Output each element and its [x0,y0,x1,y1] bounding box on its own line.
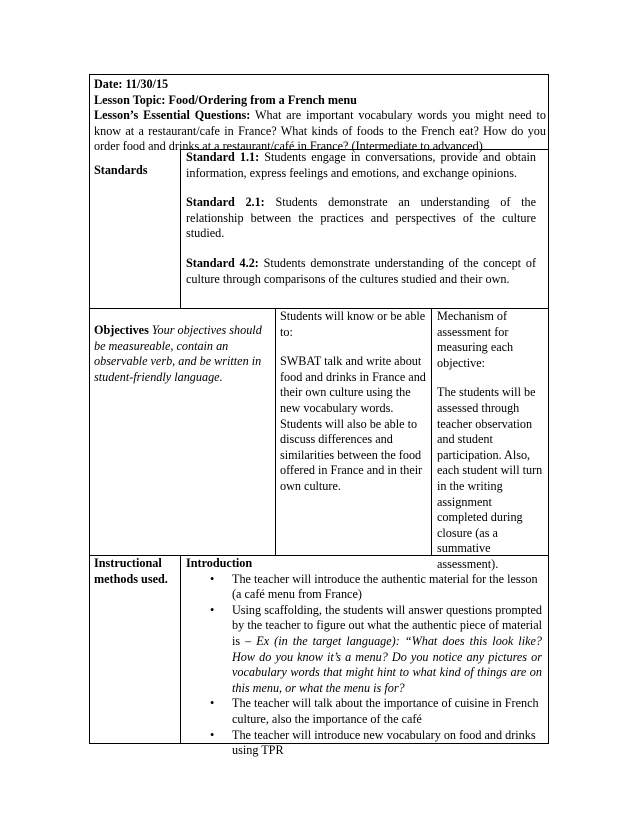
standard-4-2 [186,256,536,287]
assessment-intro: Mechanism of assessment for measuring each objective: [437,309,514,370]
standard-1-1-text: Students engage in conversations, provide and obtain information, express feelings and emotions, and exchange opinions. [186,150,536,180]
list-item [186,728,542,759]
eq-label: Lesson’s Essential Questions: [94,108,251,123]
lesson-plan-table [89,74,549,758]
bullet-italic-text: Ex (in the target language): “What does this look like? How do you know it’s a menu? Do you notice any pictures or vocabulary words that might hint to what kind of things are on this menu, or what the menu is for? [232,633,542,695]
col-divider-objectives-1 [275,308,276,555]
topic-value: Food/Ordering from a French menu [168,92,357,107]
standard-2-1-text: Students demonstrate an understanding of the relationship between the practices and perspectives of the culture studied. [186,195,537,241]
bullet-icon: • [210,602,215,617]
col-divider-objectives-2 [431,308,432,555]
swbat-text: SWBAT talk and write about food and drinks in France and their own culture using the new vocabulary words. Students will also be able to discuss differences and similarities between the food offered in France and in their own culture. [280,354,426,493]
bullet-icon: • [210,727,215,742]
objectives-label: Objectives [94,323,149,337]
introduction-title: Introduction [186,556,253,570]
bullet-text: The teacher will introduce new vocabulary on food and drinks using TPR [232,727,536,758]
instruction-content-cell [186,556,542,759]
bullet-text: Using scaffolding, the students will answer questions prompted by the teacher to figure out what the authentic piece of material is – [232,602,542,648]
bullet-icon: • [210,571,215,586]
standard-4-2-label: Standard 4.2: [186,255,259,270]
essential-questions [94,108,546,155]
instruction-bullet-list [186,572,542,759]
bullet-text: The teacher will talk about the importance of cuisine in French culture, also the importance of the café [232,696,539,726]
standard-1-1 [186,150,536,181]
topic-line [94,93,546,109]
list-item [186,696,542,727]
bullet-text: The teacher will introduce the authentic material for the lesson (a café menu from France) [232,571,538,602]
instruction-label-cell [94,556,178,587]
standards-content-cell [186,150,536,287]
topic-label: Lesson Topic: [94,92,166,107]
know-intro: Students will know or be able to: [280,309,426,339]
standard-1-1-label: Standard 1.1: [186,150,260,164]
objectives-know-cell [280,309,428,495]
standard-2-1 [186,195,536,242]
col-divider-instruction [180,555,181,744]
list-item [186,572,542,603]
header-cell [94,77,546,155]
standard-2-1-label: Standard 2.1: [186,195,265,210]
date-line [94,77,546,93]
col-divider-standards [180,149,181,308]
assessment-text: The students will be assessed through teacher observation and student participation. Also, each student will turn in the writing assignment completed during closure (as a summative assessment). [437,385,543,571]
eq-text: What are important vocabulary words you might need to know at a restaurant/cafe in France? What kinds of foods to the French eat? How do you order food and drinks at a restaurant/café in France? (Intermediate to advanced) [94,108,547,154]
date-label: Date: [94,77,123,91]
objectives-note: Your objectives should be measureable, contain an observable verb, and be written in student-friendly language. [94,323,262,384]
objectives-label-cell [94,323,272,385]
date-value: 11/30/15 [125,77,169,91]
objectives-assessment-cell [437,309,545,573]
standards-label-cell [94,163,176,179]
list-item [186,603,542,697]
standards-label: Standards [94,163,148,177]
instruction-label: Instructional methods used. [94,556,168,586]
bullet-icon: • [210,696,215,711]
standard-4-2-text: Students demonstrate understanding of the concept of culture through comparisons of the cultures studied and their own. [186,255,536,286]
